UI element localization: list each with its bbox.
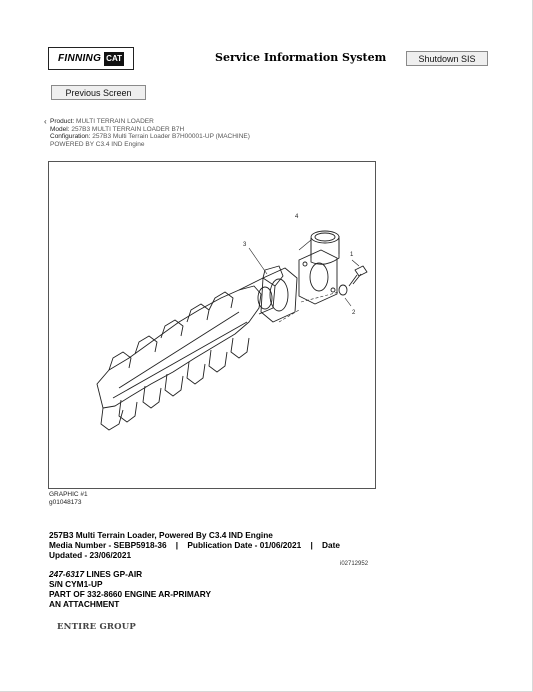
part-number-link[interactable]: 247-6317: [49, 569, 85, 579]
product-info: [44, 117, 250, 148]
media-line: Media Number - SEBP5918-36 | Publication Date - 01/06/2021 | Date: [49, 540, 340, 550]
logo-text: FINNING: [57, 53, 102, 64]
part-name: LINES GP-AIR: [84, 569, 143, 579]
document-header: [49, 530, 379, 560]
cat-badge: CAT: [104, 52, 124, 66]
part-line: [49, 569, 211, 579]
parts-graphic: [48, 161, 376, 489]
page-title: Service Information System: [215, 51, 387, 64]
callout-3: 3: [243, 242, 247, 248]
attachment: AN ATTACHMENT: [49, 599, 120, 609]
parts-info: [49, 569, 211, 609]
manifold-illustration: [49, 162, 375, 488]
configuration-value: 257B3 Multi Terrain Loader B7H00001-UP (MACHINE): [92, 133, 250, 141]
powered-by-line: POWERED BY C3.4 IND Engine: [50, 140, 145, 148]
graphic-id: g01048173: [49, 498, 82, 506]
updated-line: Updated - 23/06/2021: [49, 550, 132, 560]
previous-screen-button[interactable]: Previous Screen: [51, 85, 146, 100]
callout-2: 2: [352, 310, 356, 316]
graphic-label: GRAPHIC #1: [49, 491, 88, 498]
reference-id: i02712952: [340, 561, 369, 567]
serial-range: S/N CYM1-UP: [49, 579, 103, 589]
product-value: MULTI TERRAIN LOADER: [76, 118, 154, 125]
shutdown-sis-button[interactable]: Shutdown SIS: [406, 51, 488, 66]
graphic-caption: [49, 491, 88, 506]
callout-1: 1: [350, 252, 354, 258]
chevron-left-icon[interactable]: ‹: [44, 117, 47, 126]
product-line: Product: MULTI TERRAIN LOADER: [50, 118, 154, 125]
model-line: Model: 257B3 MULTI TERRAIN LOADER B7H: [50, 125, 185, 133]
model-value: 257B3 MULTI TERRAIN LOADER B7H: [71, 125, 185, 133]
entire-group-heading: ENTIRE GROUP: [57, 622, 136, 632]
finning-cat-logo: [48, 47, 134, 70]
configuration-line: Configuration: 257B3 Multi Terrain Loader B7H00001-UP (MACHINE): [50, 133, 250, 141]
callout-4: 4: [295, 214, 299, 220]
document-title: 257B3 Multi Terrain Loader, Powered By C3.4 IND Engine: [49, 530, 273, 540]
part-of: PART OF 332-8660 ENGINE AR-PRIMARY: [49, 589, 211, 599]
